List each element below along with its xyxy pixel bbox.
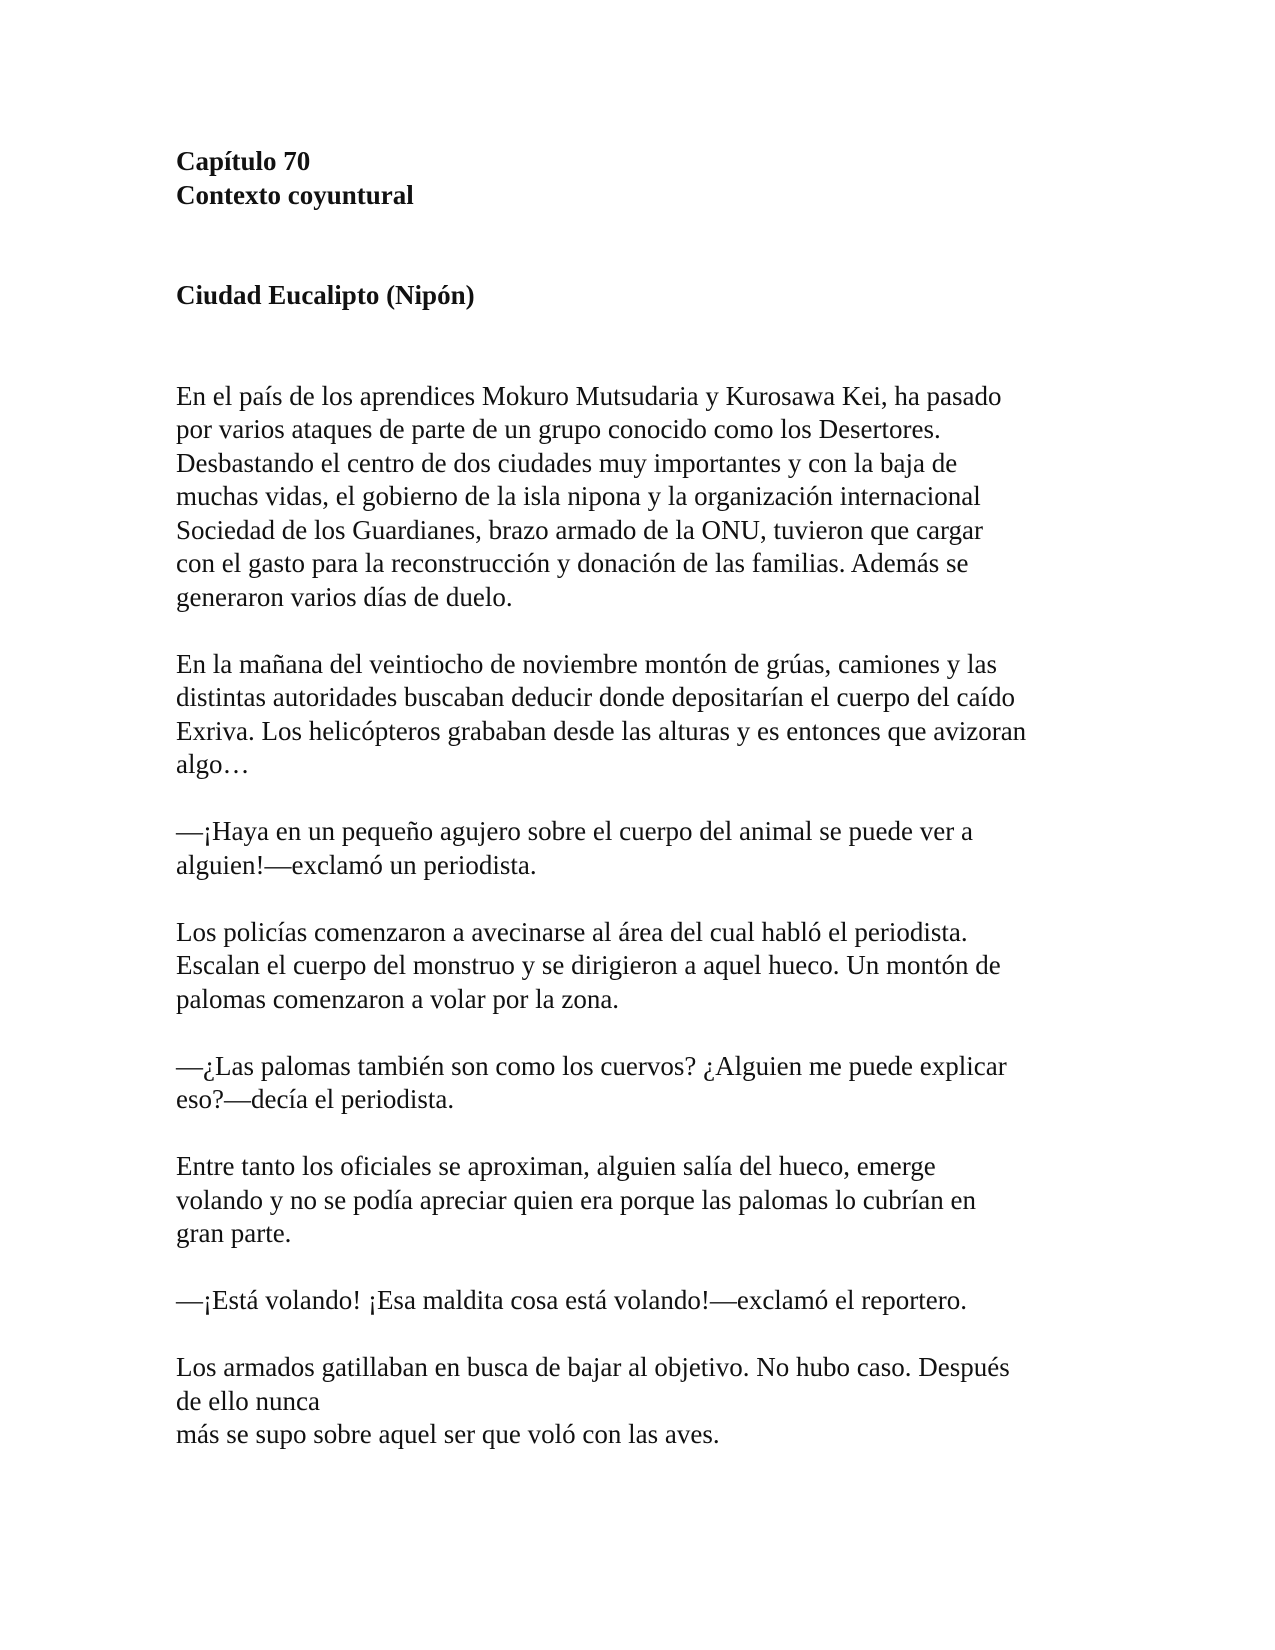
- paragraph-line: muchas vidas, el gobierno de la isla nipona y la organización internacional: [176, 481, 981, 511]
- location-heading: Ciudad Eucalipto (Nipón): [176, 280, 475, 310]
- paragraph: [176, 1284, 1106, 1318]
- paragraph-line: —¿Las palomas también son como los cuervos? ¿Alguien me puede explicar: [176, 1050, 1007, 1081]
- paragraph: [176, 1150, 1106, 1251]
- paragraph: [176, 648, 1106, 782]
- paragraph-line: más se supo sobre aquel ser que voló con las aves.: [176, 1419, 720, 1449]
- paragraph-line: Desbastando el centro de dos ciudades muy importantes y con la baja de: [176, 447, 958, 478]
- paragraph-line: algo…: [176, 749, 250, 779]
- paragraph-line: —¡Haya en un pequeño agujero sobre el cuerpo del animal se puede ver a: [176, 816, 973, 846]
- paragraph: [176, 380, 1106, 615]
- paragraph-line: eso?—decía el periodista.: [176, 1084, 455, 1114]
- paragraph-line: palomas comenzaron a volar por la zona.: [176, 983, 620, 1014]
- paragraph: [176, 815, 1106, 882]
- paragraph-line: generaron varios días de duelo.: [176, 581, 513, 612]
- paragraph-line: de ello nunca: [176, 1385, 320, 1416]
- paragraph-line: Entre tanto los oficiales se aproximan, alguien salía del hueco, emerge: [176, 1151, 936, 1181]
- chapter-title: Contexto coyuntural: [176, 179, 414, 210]
- paragraph: [176, 1050, 1106, 1117]
- paragraph-line: Exriva. Los helicópteros grababan desde las alturas y es entonces que avizoran: [176, 715, 1027, 746]
- paragraph-line: Escalan el cuerpo del monstruo y se dirigieron a aquel hueco. Un montón de: [176, 950, 1001, 980]
- paragraph-line: Sociedad de los Guardianes, brazo armado de la ONU, tuvieron que cargar: [176, 514, 983, 545]
- paragraph-line: Los policías comenzaron a avecinarse al área del cual habló el periodista.: [176, 916, 968, 947]
- chapter-number: Capítulo 70: [176, 146, 311, 176]
- paragraph: [176, 1351, 1106, 1452]
- document-body: [176, 145, 1106, 1485]
- paragraph-line: alguien!—exclamó un periodista.: [176, 849, 537, 880]
- paragraph-line: gran parte.: [176, 1218, 292, 1248]
- paragraph-line: Los armados gatillaban en busca de bajar al objetivo. No hubo caso. Después: [176, 1352, 1010, 1382]
- paragraph-line: volando y no se podía apreciar quien era porque las palomas lo cubrían en: [176, 1184, 976, 1215]
- paragraph-line: —¡Está volando! ¡Esa maldita cosa está volando!—exclamó el reportero.: [176, 1285, 967, 1315]
- paragraph-line: En el país de los aprendices Mokuro Mutsudaria y Kurosawa Kei, ha pasado: [176, 380, 1002, 411]
- paragraphs: [176, 380, 1106, 1452]
- paragraph-line: con el gasto para la reconstrucción y donación de las familias. Además se: [176, 548, 969, 578]
- paragraph-line: En la mañana del veintiocho de noviembre montón de grúas, camiones y las: [176, 648, 998, 679]
- paragraph-line: distintas autoridades buscaban deducir donde depositarían el cuerpo del caído: [176, 682, 1015, 712]
- paragraph-line: por varios ataques de parte de un grupo conocido como los Desertores.: [176, 414, 941, 444]
- paragraph: [176, 916, 1106, 1017]
